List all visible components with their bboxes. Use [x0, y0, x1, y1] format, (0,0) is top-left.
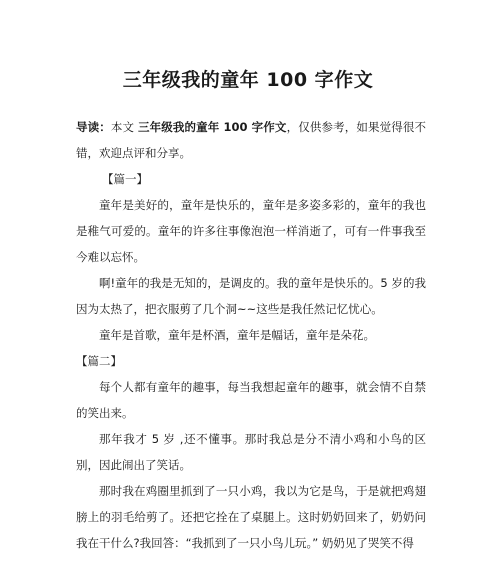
section-heading-2: 【篇二】 — [76, 354, 122, 368]
intro-text-after: ，仅供参考，如果觉得很不错，欢迎点评和分享。 — [76, 120, 427, 160]
intro-bold-title: 三年级我的童年 100 字作文 — [137, 120, 287, 134]
intro-label: 导读： — [76, 120, 111, 134]
intro-paragraph — [76, 114, 426, 166]
section-2-paragraph-2: 那年我才 5 岁 ,还不懂事。那时我总是分不清小鸡和小鸟的区别，因此闹出了笑话。 — [76, 432, 426, 472]
document-body — [76, 114, 426, 556]
section-1-paragraph-2: 啊!童年的我是无知的，是调皮的。我的童年是快乐的。5 岁的我因为太热了，把衣服剪了几个洞~~这些是我任然记忆忧心。 — [76, 276, 426, 316]
section-2-paragraph-1: 每个人都有童年的趣事，每当我想起童年的趣事，就会情不自禁的笑出来。 — [76, 380, 426, 420]
section-heading-1: 【篇一】 — [102, 172, 148, 186]
section-1-paragraph-3: 童年是首歌，童年是杯酒，童年是幅话，童年是朵花。 — [99, 328, 375, 342]
section-1-paragraph-1: 童年是美好的，童年是快乐的，童年是多姿多彩的，童年的我也是稚气可爱的。童年的许多往事像泡泡一样消逝了，可有一件事我至今难以忘怀。 — [76, 198, 426, 264]
section-2-paragraph-3: 那时我在鸡圈里抓到了一只小鸡，我以为它是鸟，于是就把鸡翅膀上的羽毛给剪了。还把它拴在了桌腿上。这时奶奶回来了，奶奶问我在干什么?我回答：“我抓到了一只小鸟儿玩。” 奶奶见了哭笑不得 — [76, 484, 426, 550]
document-title: 三年级我的童年 100 字作文 — [122, 69, 374, 91]
intro-text-before: 本文 — [110, 120, 138, 134]
